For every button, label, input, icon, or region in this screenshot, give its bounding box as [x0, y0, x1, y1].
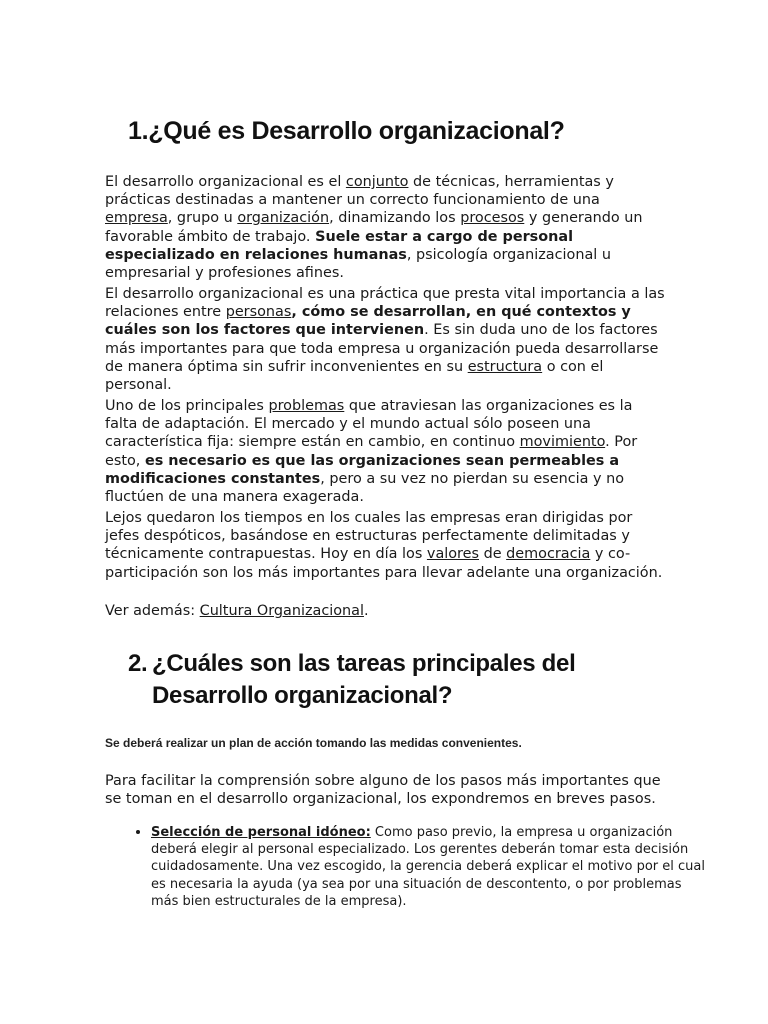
section1-paragraph-1 [105, 173, 665, 282]
section1-paragraph-5 [105, 602, 665, 620]
text: Para facilitar la comprensión sobre alguno de los pasos más importantes que se toman en el desarrollo organizacional, los expondremos en breves pasos. [105, 773, 661, 808]
section2-number: 2. [128, 650, 148, 677]
link-empresa[interactable]: empresa [105, 210, 168, 227]
link-democracia[interactable]: democracia [506, 546, 591, 563]
link-problemas[interactable]: problemas [268, 398, 345, 414]
section2-heading-line1: ¿Cuáles son las tareas principales del [152, 650, 576, 677]
bold-text: , cómo se desarrollan, en qué contextos y cuáles son los factores que intervienen [105, 304, 631, 339]
list-item [151, 824, 711, 910]
text: El desarrollo organizacional es una práctica que presta vital importancia a las relaciones entre [105, 286, 665, 321]
text: , grupo u [167, 210, 238, 227]
text: Uno de los principales [105, 398, 269, 414]
step-text: Como paso previo, la empresa u organización deberá elegir al personal especializado. Los gerentes deberán tomar esta decisión cuidadosamente. Una vez escogido, la gerencia deberá explicar el motivo por el cual es necesaria la ayuda (ya sea por una situación de descontento, o por problemas más bien estructurales de la empresa). [151, 825, 705, 909]
bold-text: Suele estar a cargo de personal especializado en relaciones humanas [105, 228, 574, 263]
text: y co-participación son los más importantes para llevar adelante una organización. [105, 546, 663, 581]
section2-subtitle: Se deberá realizar un plan de acción tomando las medidas convenientes. [105, 736, 522, 750]
text: . Por esto, [105, 434, 638, 469]
section1-paragraph-2 [105, 285, 665, 394]
text: de técnicas, herramientas y prácticas destinadas a mantener un correcto funcionamiento de una [105, 174, 614, 209]
section1-paragraph-4 [105, 509, 665, 582]
link-cultura-organizacional[interactable]: Cultura Organizacional [199, 603, 364, 619]
section2-heading-line2: Desarrollo organizacional? [152, 682, 453, 709]
link-estructura[interactable]: estructura [467, 358, 543, 375]
bold-text: es necesario es que las organizaciones sean permeables a modificaciones constantes [105, 452, 620, 487]
step-title-link[interactable]: Selección de personal idóneo: [151, 825, 371, 840]
link-movimiento[interactable]: movimiento [519, 434, 606, 451]
text: , dinamizando los [329, 210, 461, 227]
steps-list [105, 824, 711, 910]
text: . [363, 603, 369, 619]
text: o con el personal. [105, 358, 604, 394]
text: , pero a su vez no pierdan su esencia y no fluctúen de una manera exagerada. [105, 470, 625, 506]
text: Ver además: [105, 603, 200, 619]
link-procesos[interactable]: procesos [460, 210, 525, 227]
text: de [479, 546, 507, 563]
link-conjunto[interactable]: conjunto [345, 174, 409, 190]
section2-paragraph-1 [105, 772, 665, 808]
link-personas[interactable]: personas [225, 304, 292, 321]
section1-paragraph-3 [105, 397, 665, 506]
text: y generando un favorable ámbito de trabajo. [105, 210, 643, 245]
link-valores[interactable]: valores [426, 546, 480, 563]
section1-heading: 1.¿Qué es Desarrollo organizacional? [128, 117, 565, 145]
link-organizacion[interactable]: organización [237, 210, 330, 227]
text: , psicología organizacional u empresarial y profesiones afines. [105, 246, 611, 282]
text: . Es sin duda uno de los factores más importantes para que toda empresa u organización pueda desarrollarse de manera óptima sin sufrir inconvenientes en su [105, 322, 659, 375]
text: Lejos quedaron los tiempos en los cuales las empresas eran dirigidas por jefes despóticos, basándose en estructuras perfectamente delimitadas y técnicamente contrapuestas. Hoy en día los [105, 510, 633, 563]
text: que atraviesan las organizaciones es la falta de adaptación. El mercado y el mundo actual sólo poseen una característica fija: siempre están en cambio, en continuo [105, 398, 633, 451]
section2-heading [128, 648, 575, 712]
text: El desarrollo organizacional es el [105, 174, 346, 190]
